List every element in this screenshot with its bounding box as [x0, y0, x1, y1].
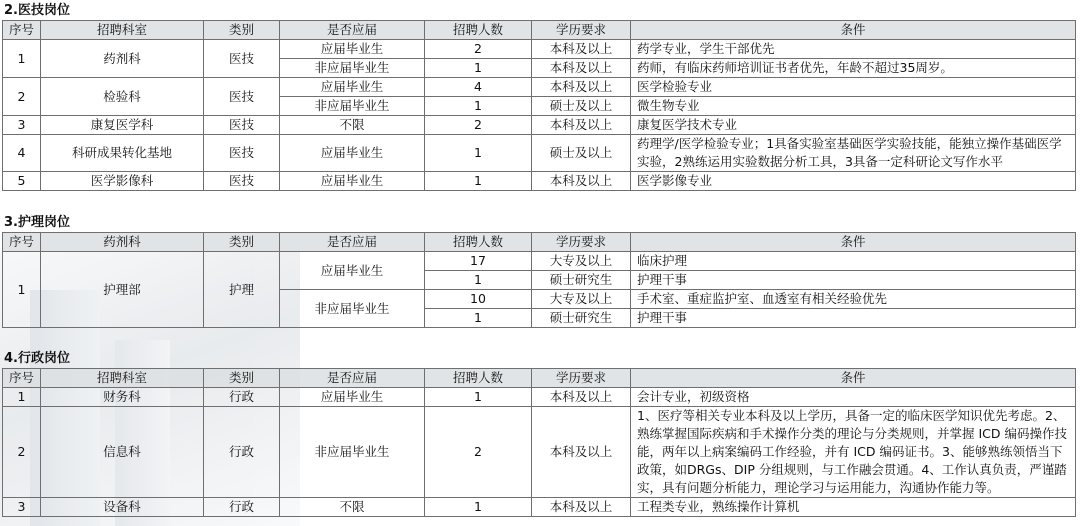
section-admin	[2, 350, 1076, 517]
graduate-status-cell: 应届毕业生	[280, 252, 425, 290]
section-title: 3.护理岗位	[4, 215, 70, 230]
requirements-cell: 护理干事	[631, 309, 1076, 328]
headcount-cell: 1	[425, 97, 532, 116]
requirements-cell: 工程类专业，熟练操作计算机	[631, 498, 1076, 517]
education-cell: 本科及以上	[532, 388, 631, 407]
table-header-row	[3, 21, 1076, 40]
header-cell: 类别	[204, 369, 280, 388]
row-number: 1	[3, 388, 41, 407]
section-title: 2.医技岗位	[4, 3, 70, 18]
department-cell: 康复医学科	[41, 116, 204, 135]
department-cell: 财务科	[41, 388, 204, 407]
department-cell: 医学影像科	[41, 172, 204, 191]
table-row	[3, 78, 1076, 97]
headcount-cell: 4	[425, 78, 532, 97]
requirements-cell: 手术室、重症监护室、血透室有相关经验优先	[631, 290, 1076, 309]
headcount-cell: 1	[425, 59, 532, 78]
header-cell: 条件	[631, 21, 1076, 40]
header-cell: 是否应届	[280, 369, 425, 388]
graduate-status-cell: 不限	[280, 116, 425, 135]
category-cell: 行政	[204, 388, 280, 407]
header-cell: 序号	[3, 21, 41, 40]
category-cell: 医技	[204, 135, 280, 172]
education-cell: 硕士及以上	[532, 135, 631, 172]
requirements-cell: 药师，有临床药师培训证书者优先，年龄不超过35周岁。	[631, 59, 1076, 78]
education-cell: 大专及以上	[532, 252, 631, 271]
graduate-status-cell: 应届毕业生	[280, 172, 425, 191]
section-medtech	[2, 2, 1076, 191]
table-row	[3, 172, 1076, 191]
education-cell: 本科及以上	[532, 59, 631, 78]
header-cell: 是否应届	[280, 233, 425, 252]
table-row	[3, 388, 1076, 407]
requirements-cell: 康复医学技术专业	[631, 116, 1076, 135]
row-number: 2	[3, 407, 41, 498]
admin-table	[2, 368, 1076, 517]
headcount-cell: 2	[425, 407, 532, 498]
headcount-cell: 1	[425, 172, 532, 191]
header-cell: 招聘科室	[41, 369, 204, 388]
header-cell: 学历要求	[532, 21, 631, 40]
education-cell: 本科及以上	[532, 407, 631, 498]
department-cell: 护理部	[41, 252, 204, 328]
graduate-status-cell: 非应届毕业生	[280, 290, 425, 328]
header-cell: 招聘人数	[425, 21, 532, 40]
table-row	[3, 407, 1076, 498]
category-cell: 医技	[204, 116, 280, 135]
education-cell: 本科及以上	[532, 78, 631, 97]
category-cell: 医技	[204, 78, 280, 116]
header-cell: 药剂科	[41, 233, 204, 252]
education-cell: 硕士研究生	[532, 271, 631, 290]
category-cell: 医技	[204, 40, 280, 78]
table-row	[3, 40, 1076, 59]
row-number: 3	[3, 116, 41, 135]
row-number: 5	[3, 172, 41, 191]
education-cell: 大专及以上	[532, 290, 631, 309]
department-cell: 科研成果转化基地	[41, 135, 204, 172]
table-row	[3, 135, 1076, 172]
header-cell: 条件	[631, 369, 1076, 388]
requirements-cell: 医学检验专业	[631, 78, 1076, 97]
requirements-cell: 临床护理	[631, 252, 1076, 271]
headcount-cell: 2	[425, 116, 532, 135]
medtech-table	[2, 20, 1076, 191]
category-cell: 行政	[204, 407, 280, 498]
header-cell: 招聘科室	[41, 21, 204, 40]
graduate-status-cell: 应届毕业生	[280, 388, 425, 407]
requirements-cell: 1、医疗等相关专业本科及以上学历，具备一定的临床医学知识优先考虑。2、熟练掌握国际疾病和手术操作分类的理论与分类规则，并掌握 ICD 编码操作技能，两年以上病案编码工作经验，并有 ICD 编码证书。3、能够熟练领悟当下政策，如DRGs、DIP 分组规则，与工作融会贯通。4、工作认真负责，严谨踏实，具有问题分析能力，理论学习与运用能力，沟通协作能力等。	[631, 407, 1076, 498]
header-cell: 类别	[204, 21, 280, 40]
education-cell: 本科及以上	[532, 116, 631, 135]
header-cell: 招聘人数	[425, 233, 532, 252]
education-cell: 硕士及以上	[532, 97, 631, 116]
education-cell: 本科及以上	[532, 172, 631, 191]
department-cell: 信息科	[41, 407, 204, 498]
requirements-cell: 微生物专业	[631, 97, 1076, 116]
department-cell: 药剂科	[41, 40, 204, 78]
graduate-status-cell: 应届毕业生	[280, 78, 425, 97]
table-header-row	[3, 369, 1076, 388]
header-cell: 序号	[3, 233, 41, 252]
row-number: 3	[3, 498, 41, 517]
requirements-cell: 会计专业，初级资格	[631, 388, 1076, 407]
category-cell: 护理	[204, 252, 280, 328]
row-number: 1	[3, 252, 41, 328]
category-cell: 行政	[204, 498, 280, 517]
row-number: 4	[3, 135, 41, 172]
headcount-cell: 1	[425, 271, 532, 290]
graduate-status-cell: 非应届毕业生	[280, 59, 425, 78]
header-cell: 类别	[204, 233, 280, 252]
headcount-cell: 1	[425, 309, 532, 328]
header-cell: 招聘人数	[425, 369, 532, 388]
section-nursing	[2, 214, 1076, 328]
headcount-cell: 10	[425, 290, 532, 309]
header-cell: 学历要求	[532, 233, 631, 252]
requirements-cell: 药理学/医学检验专业；1具备实验室基础医学实验技能，能独立操作基础医学实验，2熟练运用实验数据分析工具，3具备一定科研论文写作水平	[631, 135, 1076, 172]
row-number: 1	[3, 40, 41, 78]
table-row	[3, 116, 1076, 135]
education-cell: 硕士研究生	[532, 309, 631, 328]
department-cell: 设备科	[41, 498, 204, 517]
row-number: 2	[3, 78, 41, 116]
graduate-status-cell: 非应届毕业生	[280, 97, 425, 116]
requirements-cell: 护理干事	[631, 271, 1076, 290]
headcount-cell: 17	[425, 252, 532, 271]
education-cell: 本科及以上	[532, 40, 631, 59]
header-cell: 学历要求	[532, 369, 631, 388]
header-cell: 序号	[3, 369, 41, 388]
graduate-status-cell: 不限	[280, 498, 425, 517]
headcount-cell: 2	[425, 40, 532, 59]
table-header-row	[3, 233, 1076, 252]
graduate-status-cell: 应届毕业生	[280, 40, 425, 59]
nursing-table	[2, 232, 1076, 328]
department-cell: 检验科	[41, 78, 204, 116]
graduate-status-cell: 非应届毕业生	[280, 407, 425, 498]
category-cell: 医技	[204, 172, 280, 191]
header-cell: 条件	[631, 233, 1076, 252]
headcount-cell: 1	[425, 388, 532, 407]
requirements-cell: 医学影像专业	[631, 172, 1076, 191]
graduate-status-cell: 应届毕业生	[280, 135, 425, 172]
headcount-cell: 1	[425, 135, 532, 172]
education-cell: 本科及以上	[532, 498, 631, 517]
table-row	[3, 252, 1076, 271]
headcount-cell: 1	[425, 498, 532, 517]
header-cell: 是否应届	[280, 21, 425, 40]
requirements-cell: 药学专业，学生干部优先	[631, 40, 1076, 59]
table-row	[3, 498, 1076, 517]
section-title: 4.行政岗位	[4, 351, 70, 366]
